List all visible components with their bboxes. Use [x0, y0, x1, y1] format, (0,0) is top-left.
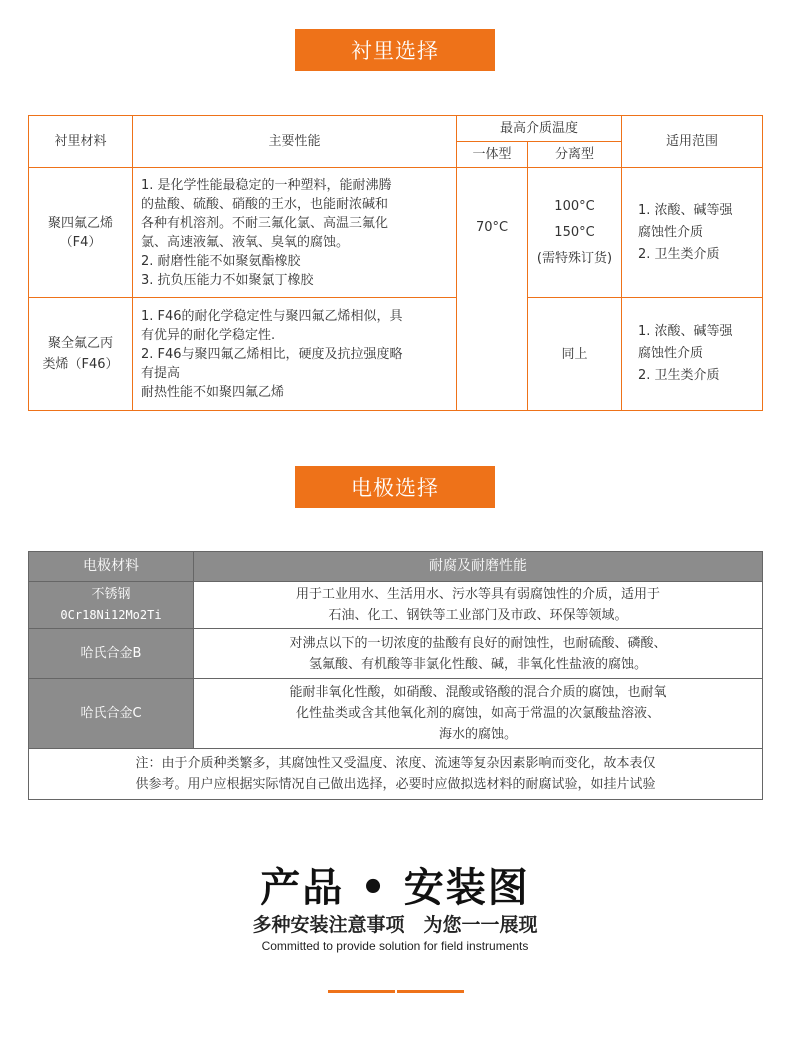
electrode-material-cell	[29, 679, 194, 749]
performance-line: 1. F46的耐化学稳定性与聚四氟乙烯相似，具	[141, 308, 403, 324]
electrode-material-name: 不锈钢	[91, 587, 131, 602]
electrode-desc-line: 对沸点以下的一切浓度的盐酸有良好的耐蚀性，也耐硫酸、磷酸、	[289, 635, 667, 651]
separate-temp-cell	[528, 168, 622, 298]
scope-cell	[622, 168, 763, 298]
performance-line: 有提高	[141, 365, 181, 381]
material-cell	[29, 298, 133, 411]
electrode-desc-cell	[194, 582, 763, 629]
performance-line: 3. 抗负压能力不如聚氯丁橡胶	[141, 272, 314, 288]
install-title: 产品 • 安装图	[260, 865, 530, 911]
electrode-material-name: 哈氏合金C	[80, 706, 142, 721]
material-name: 类烯（F46）	[42, 357, 119, 372]
performance-line: 氯、高速液氟、液氧、臭氧的腐蚀。	[141, 234, 350, 250]
electrode-row	[29, 582, 763, 629]
accent-divider-left	[328, 990, 395, 993]
separate-temp-line: 150°C	[554, 224, 595, 240]
scope-line: 1. 浓酸、碱等强	[638, 202, 733, 218]
electrode-desc-line: 用于工业用水、生活用水、污水等具有弱腐蚀性的介质，适用于	[295, 587, 660, 602]
electrode-desc-line: 石油、化工、钢铁等工业部门及市政、环保等领域。	[328, 608, 628, 623]
electrode-desc-line: 化性盐类或含其他氧化剂的腐蚀，如高于常温的次氯酸盐溶液、	[295, 706, 660, 721]
scope-line: 腐蚀性介质	[638, 224, 704, 240]
electrode-material-name: 哈氏合金B	[80, 646, 142, 661]
electrode-section-title: 电极选择	[295, 466, 495, 508]
scope-line: 1. 浓酸、碱等强	[638, 324, 733, 339]
scope-line: 2. 卫生类介质	[638, 246, 720, 262]
electrode-desc-cell	[194, 679, 763, 749]
electrode-material-cell	[29, 629, 194, 679]
header-electrode-material: 电极材料	[29, 552, 194, 582]
header-material: 衬里材料	[29, 116, 133, 168]
scope-line: 腐蚀性介质	[638, 346, 704, 361]
material-name: 聚四氟乙烯	[47, 215, 113, 231]
electrode-desc-line: 氢氟酸、有机酸等非氯化性酸、碱，非氧化性盐液的腐蚀。	[308, 656, 647, 672]
material-name: 聚全氟乙丙	[47, 336, 113, 351]
header-separate: 分离型	[528, 142, 622, 168]
electrode-row	[29, 629, 763, 679]
note-line: 供参考。用户应根据实际情况自己做出选择，必要时应做拟选材料的耐腐试验，如挂片试验	[135, 777, 656, 792]
separate-temp-line: 100°C	[554, 198, 595, 214]
performance-line: 有优异的耐化学稳定性.	[141, 327, 276, 343]
lining-row-f4	[29, 168, 763, 298]
accent-divider-right	[397, 990, 464, 993]
scope-cell	[622, 298, 763, 411]
performance-line: 各种有机溶剂。不耐三氟化氯、高温三氟化	[141, 215, 389, 231]
electrode-row	[29, 679, 763, 749]
material-code: （F4）	[59, 234, 102, 250]
scope-line: 2. 卫生类介质	[638, 368, 720, 383]
install-subtitle: 多种安装注意事项 为您一一展现	[252, 914, 538, 936]
electrode-header-row	[29, 552, 763, 582]
header-integral: 一体型	[457, 142, 528, 168]
electrode-desc-line: 海水的腐蚀。	[438, 727, 517, 742]
integral-temp-cell: 70°C	[457, 168, 528, 411]
electrode-table	[28, 551, 763, 800]
performance-line: 2. F46与聚四氟乙烯相比，硬度及抗拉强度略	[141, 346, 403, 362]
material-cell	[29, 168, 133, 298]
lining-row-f46	[29, 298, 763, 411]
electrode-material-cell	[29, 582, 194, 629]
performance-line: 1. 是化学性能最稳定的一种塑料，能耐沸腾	[141, 177, 392, 193]
separate-temp-note: (需特殊订货)	[536, 250, 613, 266]
performance-cell	[133, 168, 457, 298]
header-max-temp: 最高介质温度	[457, 116, 622, 142]
header-scope: 适用范围	[622, 116, 763, 168]
install-english-tagline: Committed to provide solution for field instruments	[261, 939, 529, 953]
lining-table	[28, 115, 763, 411]
electrode-note	[29, 749, 763, 800]
performance-line: 的盐酸、硫酸、硝酸的王水，也能耐浓碱和	[141, 196, 389, 212]
note-line: 注：由于介质种类繁多，其腐蚀性又受温度、浓度、流速等复杂因素影响而变化，故本表仅	[135, 756, 656, 771]
electrode-note-row	[29, 749, 763, 800]
performance-cell	[133, 298, 457, 411]
lining-section-title: 衬里选择	[295, 29, 495, 71]
electrode-desc-cell	[194, 629, 763, 679]
separate-temp-cell: 同上	[528, 298, 622, 411]
electrode-desc-line: 能耐非氧化性酸，如硝酸、混酸或铬酸的混合介质的腐蚀，也耐氧	[289, 685, 667, 700]
electrode-material-grade: 0Cr18Ni12Mo2Ti	[60, 608, 162, 622]
performance-line: 耐热性能不如聚四氟乙烯	[141, 384, 285, 400]
header-performance: 主要性能	[133, 116, 457, 168]
performance-line: 2. 耐磨性能不如聚氨酯橡胶	[141, 253, 301, 269]
header-electrode-performance: 耐腐及耐磨性能	[194, 552, 763, 582]
